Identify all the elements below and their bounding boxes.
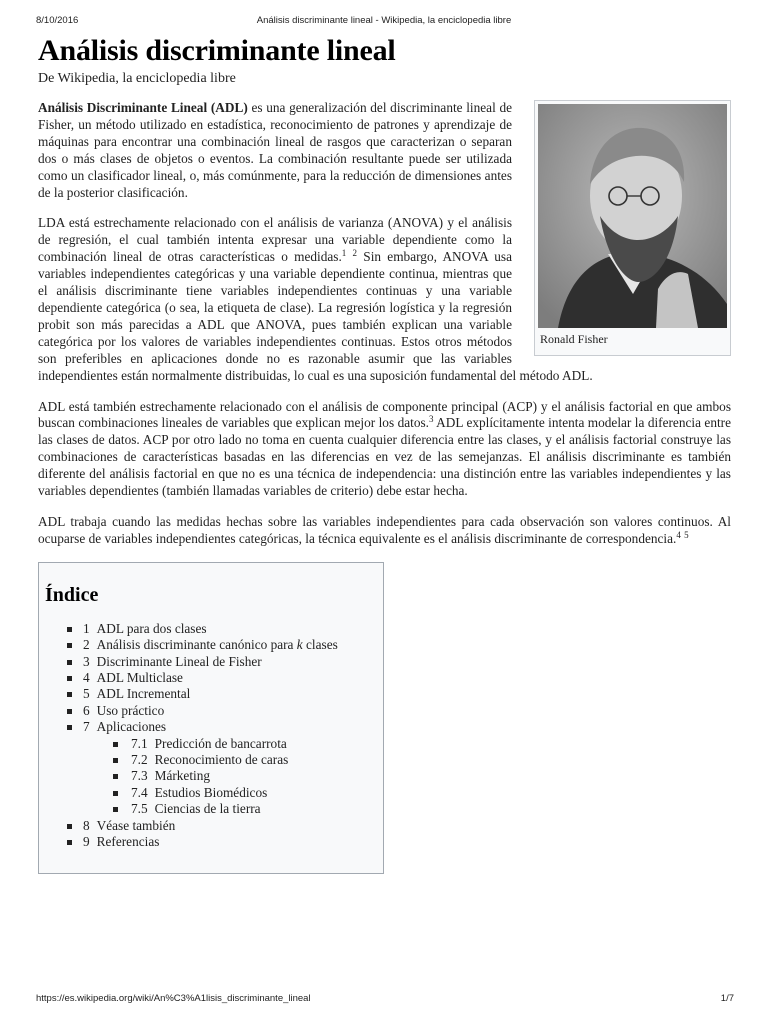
toc-label: Uso práctico <box>96 702 165 718</box>
print-footer <box>0 993 768 1007</box>
toc-number: 6 <box>83 702 90 718</box>
paragraph-continuous <box>38 514 731 548</box>
toc-item-7-5[interactable] <box>45 801 383 817</box>
bold-term: Análisis Discriminante Lineal (ADL) <box>38 100 248 115</box>
toc-item-3[interactable] <box>45 654 383 670</box>
toc-item-4[interactable] <box>45 670 383 686</box>
toc-label: Estudios Biomédicos <box>154 784 268 800</box>
toc-item-7-1[interactable] <box>45 736 383 752</box>
toc-number: 7.4 <box>131 784 148 800</box>
toc-number: 7.5 <box>131 801 148 817</box>
article-content <box>38 32 731 874</box>
reference-link-2[interactable]: 2 <box>352 248 358 259</box>
paragraph-text: ADL explícitamente intenta modelar la diferencia entre las clases de datos. ACP por otro lado no toma en cuenta cualquier diferencia entre las clases, y el análisis factorial construye las combinaciones de características basadas en las diferencias en vez de las semejanzas. El análisis discriminante es también diferente del análisis factorial en que no es una técnica de independencia: una distinción entre las variables independientes y las variables dependientes (también llamadas variables de criterio) debe estar hecha. <box>38 415 731 499</box>
toc-label: Discriminante Lineal de Fisher <box>96 653 262 669</box>
toc-label: clases <box>302 637 338 653</box>
paragraph-text: es una generalización del discriminante lineal de Fisher, un método utilizado en estadística, reconocimiento de patrones y aprendizaje de máquinas para encontrar una combinación lineal de rasgos que caracterizan o separan dos o más clases de objetos o eventos. La combinación resultante puede ser utilizada como un clasificador lineal, o, más comúnmente, para la reducción de dimensiones antes de la posterior clasificación. <box>38 100 513 200</box>
toc-number: 1 <box>83 620 90 636</box>
toc-item-1[interactable] <box>45 621 383 637</box>
toc-item-7-2[interactable] <box>45 752 383 768</box>
table-of-contents <box>38 562 384 874</box>
paragraph-text: Sin embargo, ANOVA usa variables independientes categóricas y una variable dependiente continua, mientras que el análisis discriminante tiene variables independientes continuas y una variable dependiente categórica (o sea, la etiqueta de clase). La regresión logística y la regresión probit son más parecidas a ADL que ANOVA, pues también explican una variable categórica por los valores de variables independientes continuas. Estos otros métodos son preferibles en aplicaciones donde no es razonable asumir que las variables independientes están normalmente distribuidas, lo cual es una suposición fundamental del método ADL. <box>38 249 593 383</box>
toc-label: Análisis discriminante canónico para <box>96 637 297 653</box>
toc-number: 2 <box>83 637 90 653</box>
toc-number: 5 <box>83 686 90 702</box>
toc-label-italic: k <box>296 637 303 653</box>
toc-label: Referencias <box>96 834 160 850</box>
toc-list-end <box>45 818 383 851</box>
toc-number: 7.1 <box>131 735 148 751</box>
toc-label: ADL Incremental <box>96 686 191 702</box>
toc-list <box>45 621 383 736</box>
figure-thumbnail <box>534 100 731 356</box>
toc-number: 7.3 <box>131 768 148 784</box>
reference-link-3[interactable]: 3 <box>428 414 434 425</box>
toc-item-8[interactable] <box>45 818 383 834</box>
toc-label: Véase también <box>96 817 176 833</box>
toc-label: Reconocimiento de caras <box>154 752 289 767</box>
toc-number: 3 <box>83 653 90 669</box>
toc-label: Ciencias de la tierra <box>154 801 261 817</box>
paragraph-text: LDA está estrechamente relacionado con el análisis de varianza (ANOVA) y el análisis de regresión, el cual también intenta expresar una variable dependiente como la combinación lineal de otras características o medidas. <box>38 215 512 265</box>
print-url: https://es.wikipedia.org/wiki/An%C3%A1lisis_discriminante_lineal <box>36 993 311 1004</box>
toc-label: Aplicaciones <box>96 719 167 735</box>
toc-item-7[interactable] <box>45 719 383 735</box>
reference-link-5[interactable]: 5 <box>684 529 689 540</box>
site-subtitle: De Wikipedia, la enciclopedia libre <box>38 71 236 86</box>
figure-caption: Ronald Fisher <box>540 332 608 346</box>
toc-item-6[interactable] <box>45 703 383 719</box>
toc-item-7-3[interactable] <box>45 768 383 784</box>
toc-label: ADL para dos clases <box>96 620 207 636</box>
portrait-image[interactable] <box>538 104 727 328</box>
print-header <box>0 15 768 29</box>
reference-link-4[interactable]: 4 <box>676 529 681 540</box>
toc-number: 7 <box>83 719 90 735</box>
toc-label: ADL Multiclase <box>96 669 183 685</box>
toc-number: 9 <box>83 834 90 850</box>
page-counter: 1/7 <box>720 993 734 1004</box>
toc-label: Márketing <box>154 768 211 784</box>
toc-number: 8 <box>83 817 90 833</box>
toc-item-5[interactable] <box>45 686 383 702</box>
paragraph-acp <box>38 399 731 500</box>
print-page-title: Análisis discriminante lineal - Wikipedia, la enciclopedia libre <box>256 15 512 26</box>
print-date: 8/10/2016 <box>36 15 79 26</box>
reference-link-1[interactable]: 1 <box>341 248 347 259</box>
paragraph-text: ADL está también estrechamente relacionado con el análisis de componente principal (ACP) y el análisis factorial en que ambos buscan combinaciones lineales de variables que explican mejor los datos. <box>38 398 731 431</box>
toc-label: Predicción de bancarrota <box>154 735 287 751</box>
toc-item-2[interactable] <box>45 637 383 653</box>
toc-number: 4 <box>83 669 90 685</box>
toc-number: 7.2 <box>131 752 148 767</box>
page-title: Análisis discriminante lineal <box>38 34 396 67</box>
toc-title: Índice <box>45 583 99 606</box>
paragraph-text: ADL trabaja cuando las medidas hechas sobre las variables independientes para cada observación son valores continuos. Al ocuparse de variables independientes categóricas, la técnica equivalente es el análisis discriminante de correspondencia. <box>38 513 731 546</box>
toc-sublist <box>45 736 383 818</box>
toc-item-9[interactable] <box>45 834 383 850</box>
toc-item-7-4[interactable] <box>45 785 383 801</box>
